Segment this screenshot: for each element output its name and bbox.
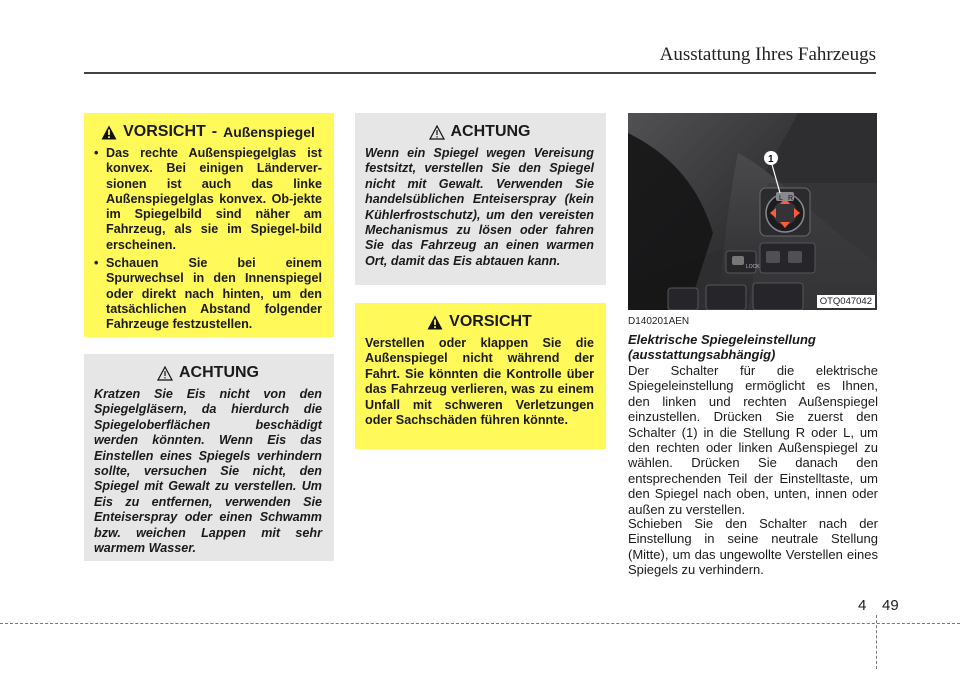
lock-label: LOCK <box>746 264 760 270</box>
doc-code: D140201AEN <box>628 316 690 327</box>
notice-box-ice-scraping <box>84 354 334 561</box>
title-separator: - <box>211 123 218 140</box>
chapter-number: 4 <box>858 597 867 614</box>
notice-box-frozen-mirror <box>355 113 606 285</box>
notice-text: Kratzen Sie Eis nicht von den Spiegelgläsern, da hierdurch die Spiegeloberflächen beschädigt werden könnten. Wenn Eis das Einstellen eines Spiegels verhindern sollte, versuchen Sie nicht, den Spiegel mit Gewalt zu verstellen. Um Eis zu entfernen, verwenden Sie Enteiserspray oder einen Schwamm bzw. weichen Lappen mit sehr warmem Wasser. <box>94 387 322 556</box>
caution-box-header <box>365 313 594 331</box>
caution-item: • Schauen Sie bei einem Spurwechsel in den Innenspiegel oder direkt nach hinten, um den tatsächlichen Abstand folgender Fahrzeuge festzustellen. <box>94 256 322 332</box>
running-header-title: Ausstattung Ihres Fahrzeugs <box>659 44 876 65</box>
switch-label-l: L <box>779 195 783 202</box>
page-number: 49 <box>882 597 899 614</box>
caution-item: • Das rechte Außenspiegelglas ist konvex. Bei einigen Länderver-sionen ist auch das linke Außenspiegelglas konvex. Ob-jekte im Spiegelbild sind näher am Fahrzeug, als sie im Spiegel-bild erscheinen. <box>94 146 322 253</box>
notice-triangle-icon <box>429 125 445 140</box>
notice-box-header <box>94 364 322 382</box>
notice-text: Wenn ein Spiegel wegen Vereisung festsitzt, verstellen Sie den Spiegel nicht mit Gewalt. Verwenden Sie handelsüblichen Enteiserspray (kein Kühlerfrostschutz), um den vereisten Mechanismus zu lösen oder fahren Sie das Fahrzeug an einen warmen Ort, damit das Eis abtauen kann. <box>365 146 594 268</box>
notice-box-header <box>365 123 594 141</box>
section-title: Elektrische Spiegeleinstellung (ausstattungsabhängig) <box>628 332 816 362</box>
caution-box-header <box>94 123 322 141</box>
caution-box-mirror <box>84 113 334 337</box>
footer-rule <box>0 623 960 624</box>
caution-subtitle: Außenspiegel <box>223 124 315 140</box>
caution-text: Verstellen oder klappen Sie die Außenspiegel nicht während der Fahrt. Sie könnten die Kontrolle über das Fahrzeug verlieren, was zu einem Unfall mit schweren Verletzungen oder Sachschäden führen könnte. <box>365 336 594 428</box>
caution-title: VORSICHT <box>449 313 532 330</box>
caution-list <box>94 146 322 333</box>
caution-box-driving <box>355 303 606 449</box>
caution-title: VORSICHT <box>123 123 206 140</box>
switch-label-r: R <box>788 195 794 202</box>
warning-triangle-icon <box>101 125 117 140</box>
body-paragraph-1: Der Schalter für die elektrische Spiegeleinstellung ermöglicht es Ihnen, den linken und rechten Außenspiegel einzustellen. Drücken Sie zuerst den Schalter (1) in die Stellung R oder L, um den rechten oder linken Außenspiegel zu wählen. Drücken Sie danach den entsprechenden Teil der Einstelltaste, um den Spiegel nach oben, unten, innen oder außen zu verstellen. <box>628 363 878 517</box>
mirror-switch-photo <box>628 113 877 310</box>
notice-title: ACHTUNG <box>179 364 259 381</box>
notice-triangle-icon <box>157 366 173 381</box>
footer-separator <box>876 615 877 669</box>
body-paragraph-2: Schieben Sie den Schalter nach der Einstellung in seine neutrale Stellung (Mitte), um das ungewollte Verstellen eines Spiegels zu verhindern. <box>628 516 878 578</box>
notice-title: ACHTUNG <box>450 123 531 140</box>
door-panel-illustration <box>628 113 877 310</box>
callout-number: 1 <box>768 154 774 165</box>
warning-triangle-icon <box>427 315 443 330</box>
figure-code: OTQ047042 <box>817 295 875 308</box>
header-rule <box>84 72 876 74</box>
